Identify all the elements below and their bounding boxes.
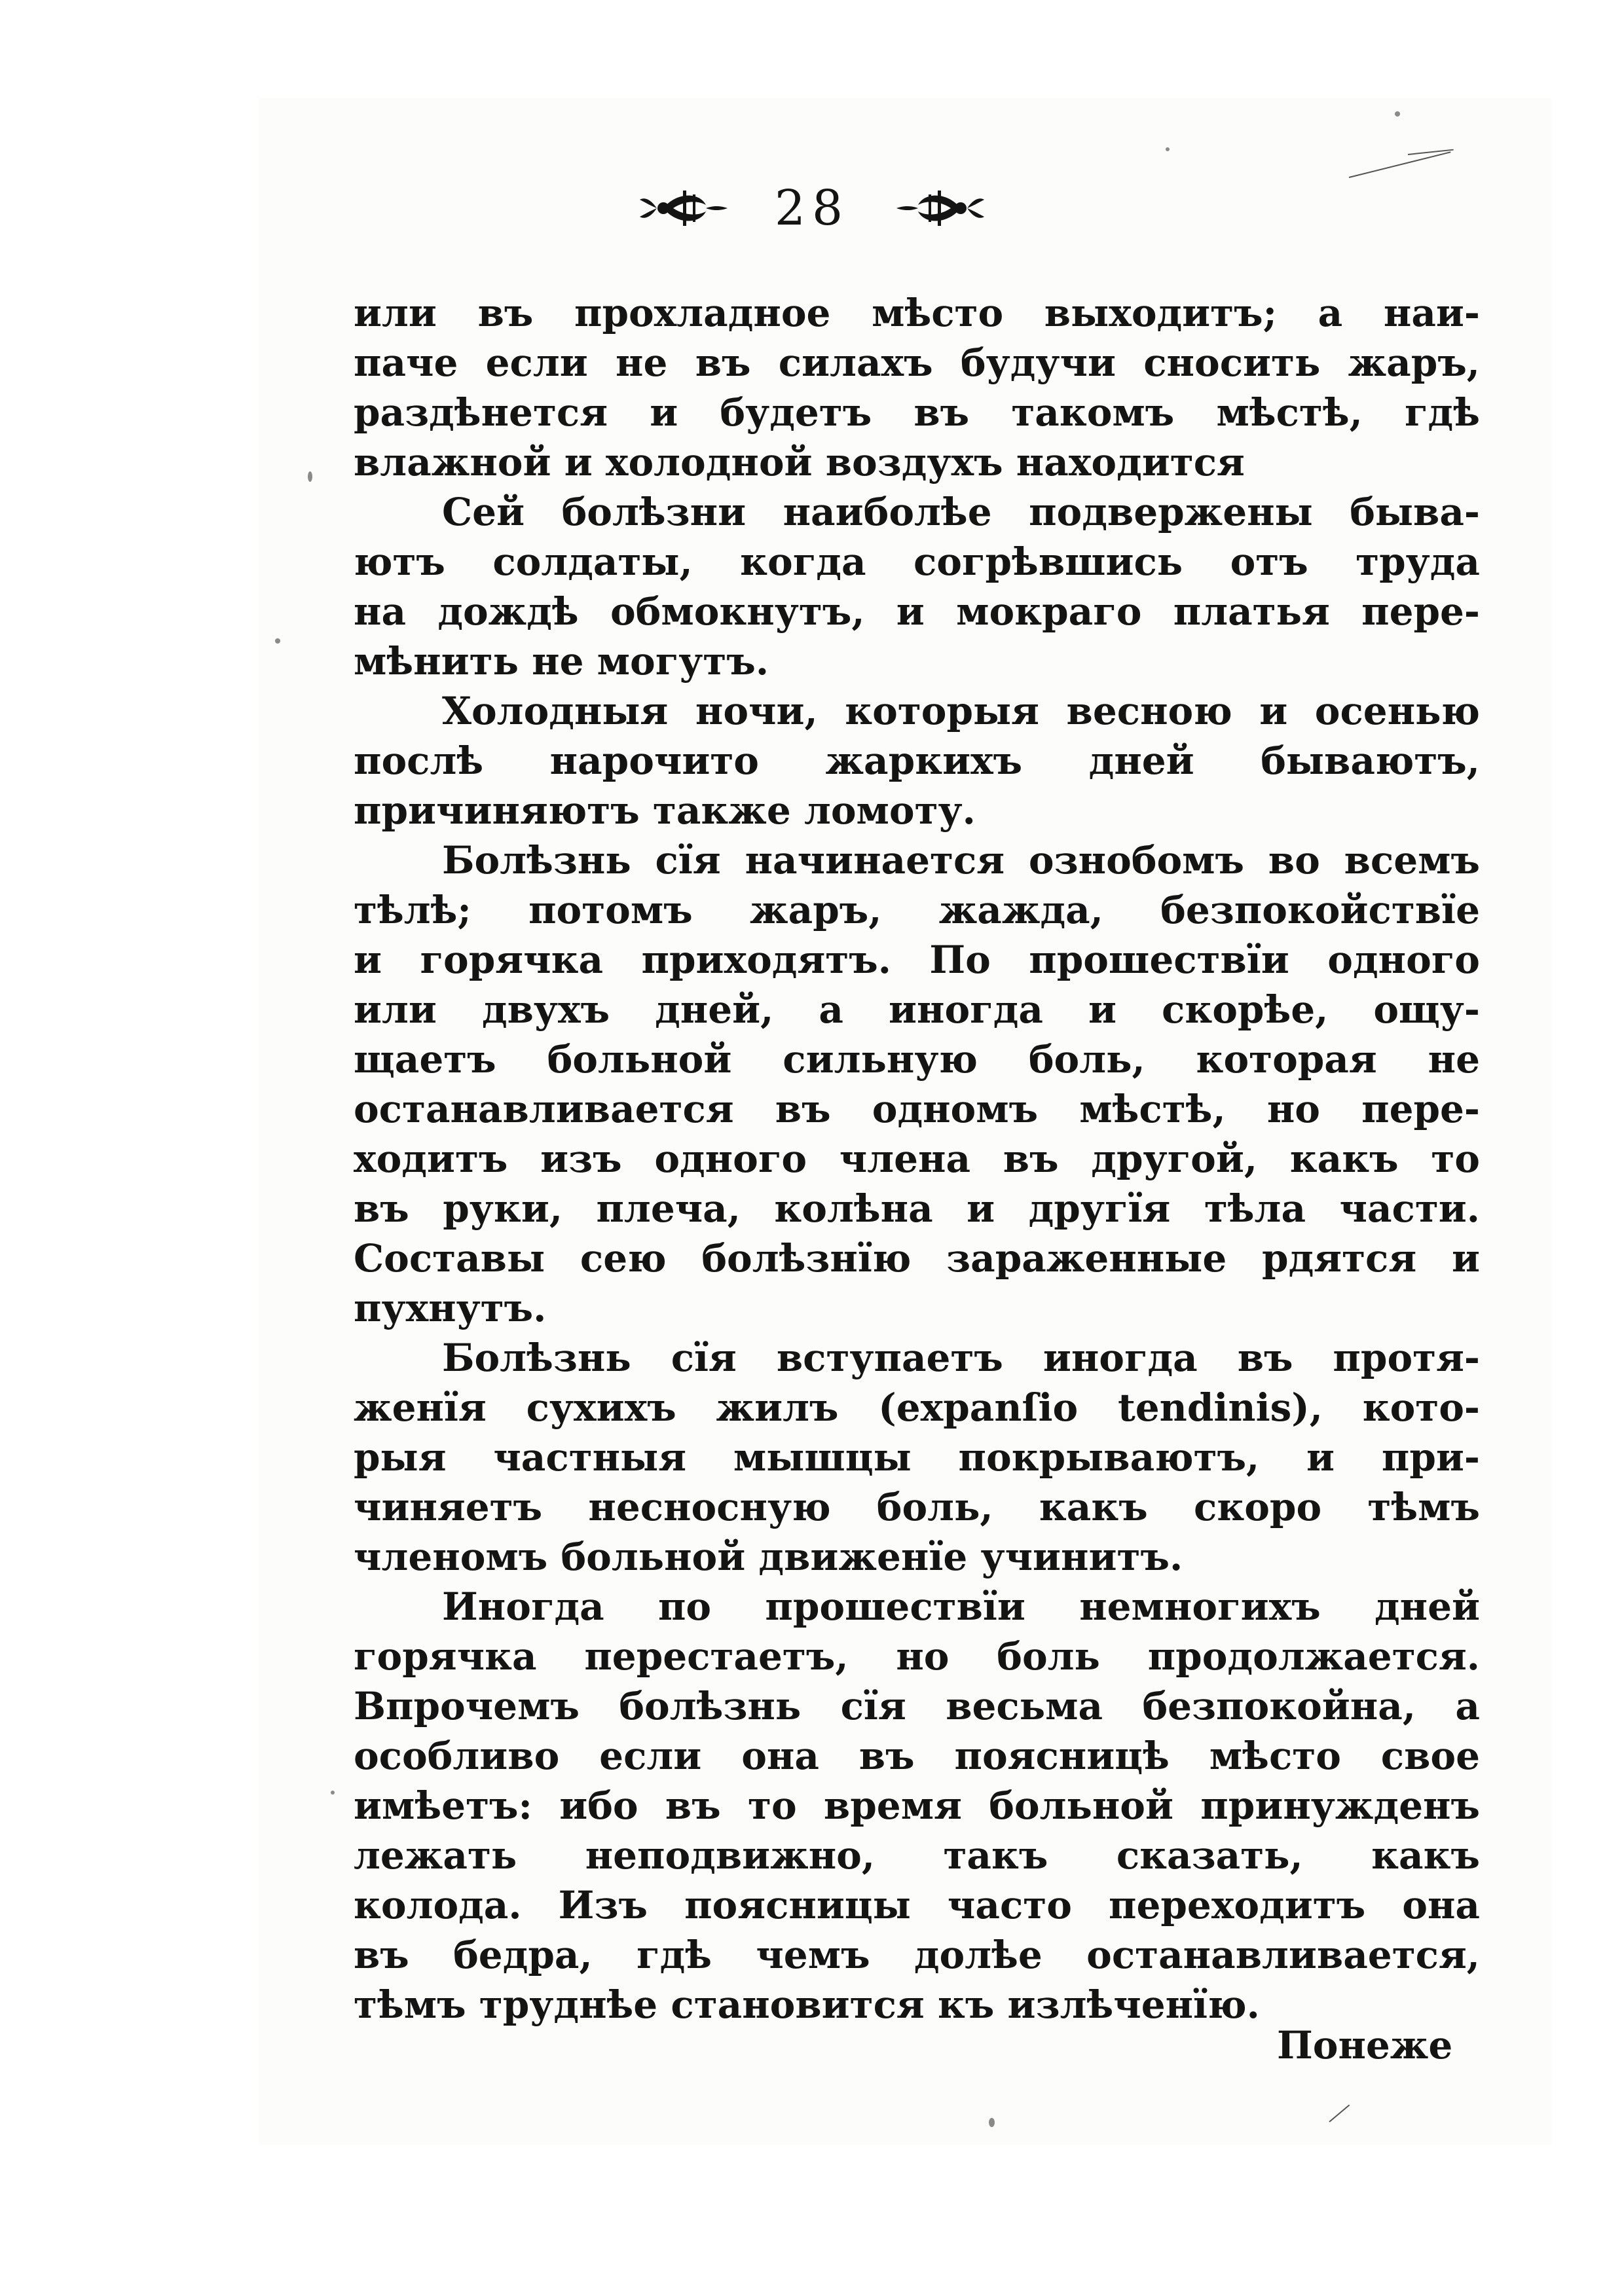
text-line: или двухъ дней, а иногда и скорѣе, ощу-	[354, 987, 1480, 1032]
text-line: пухнутъ.	[354, 1286, 547, 1330]
text-line: ходитъ изъ одного члена въ другой, какъ то	[354, 1137, 1480, 1181]
text-line: послѣ нарочито жаркихъ дней бываютъ,	[354, 738, 1480, 783]
fleuron-ornament-right-icon	[895, 185, 987, 231]
text-line: раздѣнется и будетъ въ такомъ мѣстѣ, гдѣ	[354, 390, 1480, 435]
text-line: Холодныя ночи, которыя весною и осенью	[442, 689, 1480, 733]
fleuron-ornament-left-icon	[637, 185, 729, 231]
text-line: останавливается въ одномъ мѣстѣ, но пере-	[354, 1087, 1480, 1131]
text-line: лежать неподвижно, такъ сказать, какъ	[354, 1833, 1480, 1878]
text-line: рыя частныя мышцы покрываютъ, и при-	[354, 1435, 1480, 1480]
ink-speck	[331, 1791, 335, 1795]
text-line: ютъ солдаты, когда согрѣвшись отъ труда	[354, 539, 1480, 584]
ink-speck	[1166, 147, 1170, 151]
text-line: чиняетъ несносную боль, какъ скоро тѣмъ	[354, 1485, 1480, 1529]
text-line: Иногда по прошествїи немногихъ дней	[442, 1584, 1480, 1629]
body-text	[354, 288, 1480, 2030]
ink-speck	[1395, 111, 1400, 117]
text-line: Составы сею болѣзнїю зараженные рдятся и	[354, 1236, 1480, 1281]
text-line: Сей болѣзни наиболѣе подвержены быва-	[442, 490, 1480, 534]
ink-speck	[989, 2118, 995, 2127]
running-header	[0, 180, 1624, 236]
text-line: имѣетъ: ибо въ то время больной принужденъ	[354, 1783, 1480, 1828]
text-line: Впрочемъ болѣзнь сїя весьма безпокойна, а	[354, 1684, 1480, 1728]
text-line: горячка перестаетъ, но боль продолжается.	[354, 1634, 1480, 1679]
text-line: и горячка приходятъ. По прошествїи одного	[354, 938, 1480, 982]
text-line: тѣмъ труднѣе становится къ излѣченїю.	[354, 1982, 1260, 2027]
text-line: Болѣзнь сїя начинается ознобомъ во всемъ	[442, 838, 1480, 883]
ink-speck	[308, 471, 312, 482]
text-line: щаетъ больной сильную боль, которая не	[354, 1037, 1480, 1082]
text-line: особливо если она въ поясницѣ мѣсто свое	[354, 1734, 1480, 1778]
text-line: въ руки, плеча, колѣна и другїя тѣла части.	[354, 1186, 1480, 1231]
text-line: мѣнить не могутъ.	[354, 639, 769, 683]
catchword: Понеже	[1277, 2023, 1453, 2068]
page-number: 28	[774, 180, 850, 236]
text-line: женїя сухихъ жилъ (expanſio tendinis), кото-	[354, 1385, 1480, 1430]
text-line: въ бедра, гдѣ чемъ долѣе останавливается,	[354, 1933, 1480, 1977]
text-line: паче если не въ силахъ будучи сносить жаръ,	[354, 340, 1480, 385]
text-line: Болѣзнь сїя вступаетъ иногда въ протя-	[442, 1336, 1480, 1380]
text-line: причиняютъ также ломоту.	[354, 788, 976, 833]
ink-speck	[275, 638, 280, 644]
text-line: колода. Изъ поясницы часто переходитъ она	[354, 1883, 1480, 1927]
text-line: тѣлѣ; потомъ жаръ, жажда, безпокойствїе	[354, 888, 1480, 932]
text-line: влажной и холодной воздухъ находится	[354, 440, 1245, 484]
text-line: на дождѣ обмокнутъ, и мокраго платья пере-	[354, 589, 1480, 634]
text-line: или въ прохладное мѣсто выходитъ; а наи-	[354, 291, 1480, 335]
text-line: членомъ больной движенїе учинитъ.	[354, 1535, 1183, 1579]
